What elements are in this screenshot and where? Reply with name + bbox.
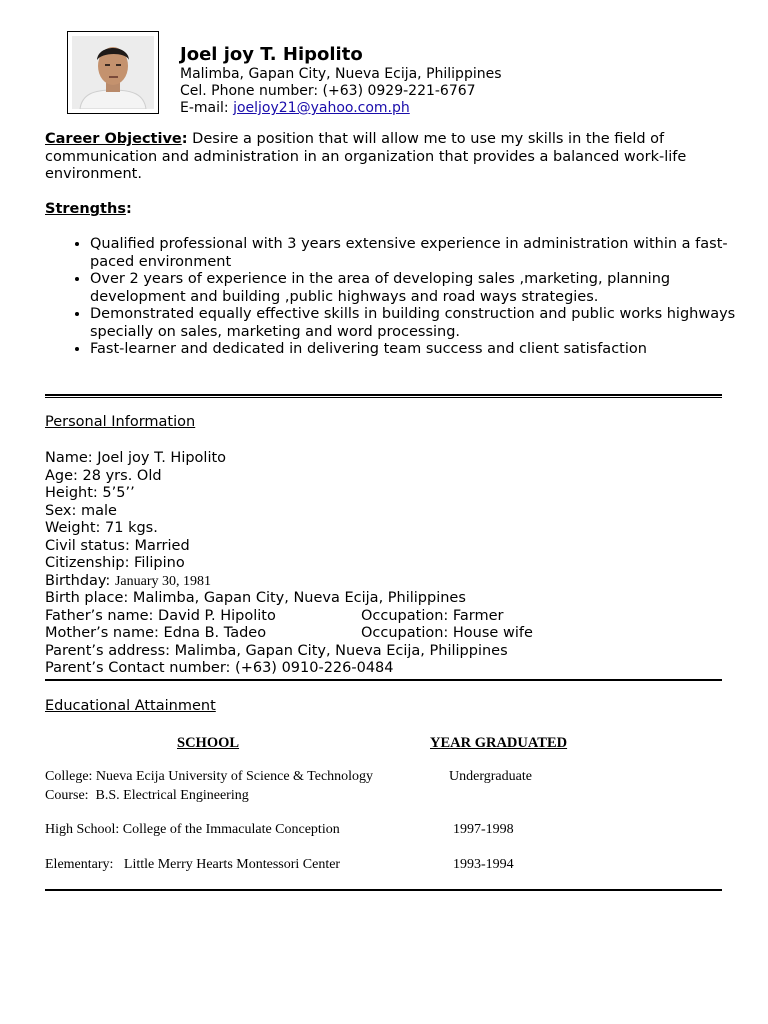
profile-photo <box>67 31 159 114</box>
personal-info-title: Personal Information <box>45 414 196 430</box>
school-column-header: SCHOOL <box>177 735 240 751</box>
course-entry: Course: B.S. Electrical Engineering <box>45 788 249 803</box>
mother-occupation: Occupation: House wife <box>361 625 533 641</box>
personal-info <box>45 450 533 678</box>
father-name: Father’s name: David P. Hipolito <box>45 607 276 624</box>
list-item: • Over 2 years of experience in the area of developing sales ,marketing, planning development and building ,public highways and road ways strategies. <box>90 271 768 306</box>
height-row: Height: 5’5’’ <box>45 485 135 501</box>
strengths-list <box>45 236 768 359</box>
highschool-year: 1997-1998 <box>453 822 514 837</box>
birthplace-row: Birth place: Malimba, Gapan City, Nueva Ecija, Philippines <box>45 590 466 606</box>
mother-row <box>45 625 533 643</box>
weight-row: Weight: 71 kgs. <box>45 520 158 536</box>
email-line <box>180 100 410 117</box>
education-heading <box>45 698 216 714</box>
list-item: • Qualified professional with 3 years extensive experience in administration within a fast-paced environment <box>90 236 768 271</box>
year-column-header: YEAR GRADUATED <box>430 735 568 751</box>
divider <box>45 394 722 396</box>
phone: Cel. Phone number: (+63) 0929-221-6767 <box>180 83 476 99</box>
list-item: • Demonstrated equally effective skills in building construction and public works highways specially on sales, marketing and word processing. <box>90 306 768 341</box>
highschool-entry: High School: College of the Immaculate Conception <box>45 822 340 837</box>
age-row: Age: 28 yrs. Old <box>45 467 162 484</box>
list-item: • Fast-learner and dedicated in delivering team success and client satisfaction <box>90 341 768 359</box>
parent-contact-row: Parent’s Contact number: (+63) 0910-226-0484 <box>45 660 394 676</box>
elementary-entry: Elementary: Little Merry Hearts Montessori Center <box>45 857 341 872</box>
college-year: Undergraduate <box>449 769 532 784</box>
name-row: Name: Joel joy T. Hipolito <box>45 450 227 466</box>
civil-status-row: Civil status: Married <box>45 537 190 554</box>
college-entry: College: Nueva Ecija University of Science & Technology <box>45 769 374 784</box>
address: Malimba, Gapan City, Nueva Ecija, Philippines <box>180 66 502 82</box>
career-objective: Career Objective: Desire a position that will allow me to use my skills in the field of communication and administration in an organization that provides a balanced work-life environment. <box>45 131 687 182</box>
divider <box>45 679 722 681</box>
personal-info-heading <box>45 414 195 430</box>
candidate-name: Joel joy T. Hipolito <box>180 44 363 65</box>
email-link[interactable]: joeljoy21@yahoo.com.ph <box>233 100 410 116</box>
divider <box>45 397 722 398</box>
career-objective-title: Career Objective <box>45 131 182 147</box>
person-portrait-icon <box>72 36 154 109</box>
elementary-year: 1993-1994 <box>453 857 514 872</box>
strengths-title: Strengths <box>45 201 126 217</box>
strengths-heading: Strengths: <box>45 201 132 217</box>
birthday-value: January 30, 1981 <box>114 573 211 589</box>
mother-name: Mother’s name: Edna B. Tadeo <box>45 625 267 641</box>
career-objective-text: Desire a position that will allow me to use my skills in the field of communication and administration in an organization that provides a balanced work-life environment. <box>45 131 687 182</box>
citizenship-row: Citizenship: Filipino <box>45 555 185 571</box>
email-label: E-mail: <box>180 100 234 116</box>
education-title: Educational Attainment <box>45 698 216 714</box>
father-row <box>45 608 508 626</box>
parent-address-row: Parent’s address: Malimba, Gapan City, Nueva Ecija, Philippines <box>45 642 508 659</box>
father-occupation: Occupation: Farmer <box>361 607 504 624</box>
birthday-label: Birthday: <box>45 572 115 589</box>
birthday-row <box>45 573 508 591</box>
sex-row: Sex: male <box>45 502 117 519</box>
divider <box>45 889 722 891</box>
